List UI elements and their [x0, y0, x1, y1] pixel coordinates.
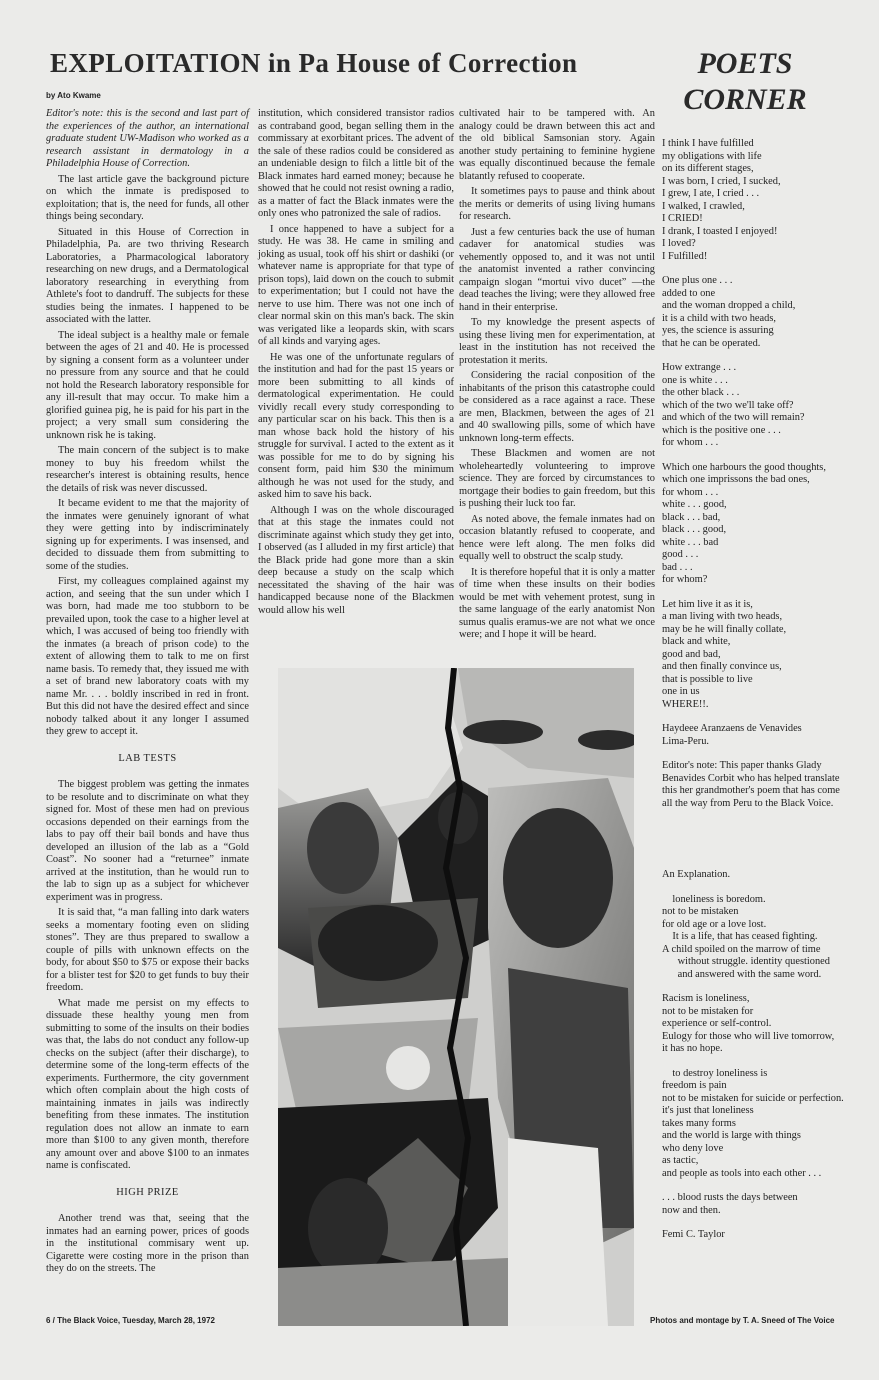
poem-line: added to one [662, 287, 716, 299]
poem-line: An Explanation. [662, 869, 731, 880]
poem-line: a man living with two heads, [662, 611, 783, 622]
section-subheading: HIGH PRIZE [116, 1186, 179, 1198]
paragraph: He was one of the unfortunate regulars of the institution and had for the past 15 years or more been submitting to all kinds of dermatological experimentation. He could vividly recall every study corresponding to any particular scar on his back. This then is a man whose back hold the history of his struggle for survival. I acted to the extent as it was possible for me to do by signing his consent form, paid him $30 the minimum although he was not used for the study, and asked him to save his back. [258, 351, 454, 500]
poem-line: black and white, [662, 636, 731, 647]
article-column-1 [46, 108, 249, 1279]
poem-line: for whom . . . [662, 437, 719, 448]
article-column-3 [459, 108, 655, 645]
stanza-gap [662, 1056, 872, 1068]
poem-line: it is a child with two heads, [662, 312, 776, 324]
stanza-gap [662, 587, 862, 599]
stanza-gap [662, 1217, 872, 1229]
poem-line: good and bad, [662, 648, 721, 660]
poem-line: experience or self-control. [662, 1018, 772, 1029]
poem-line: for whom . . . [662, 486, 719, 498]
poem-line: I was born, I cried, I sucked, [662, 175, 781, 187]
paragraph: Another trend was that, seeing that the inmates had an earning power, prices of goods in the institutional commisary went up. Cigarette were costing more in the prison than they do on the streets. The [46, 1213, 249, 1274]
poem-line: It is a life, that has ceased fighting. [662, 931, 818, 942]
poem-line: I grew, I ate, I cried . . . [662, 188, 760, 199]
poem-line: Editor's note: This paper thanks Glady [662, 760, 822, 771]
stanza-gap [662, 882, 872, 894]
poem-line: that he can be operated. [662, 337, 761, 349]
poem-line: black . . . good, [662, 524, 727, 535]
poem-line: the other black . . . [662, 387, 740, 398]
poem-line: may be he will finally collate, [662, 623, 787, 635]
poem-line: I Fulfilled! [662, 250, 708, 262]
poem-line: Lima-Peru. [662, 735, 710, 747]
headline: EXPLOITATION in Pa House of Correction [50, 48, 578, 78]
poem-line: Benavides Corbit who has helped translate [662, 772, 840, 784]
poem-line: I drank, I toasted I enjoyed! [662, 225, 778, 237]
paragraph: Considering the racial conposition of the inhabitants of the prison this catastrophe could be considered as a race against a race. These are men, Blackmen, between the ages of 21 and 40 swallowing pills, some of which have unknown long-term effects. [459, 370, 655, 444]
photo-montage [278, 668, 634, 1326]
paragraph: I once happened to have a subject for a study. He was 38. He came in smiling and joking as usual, took off his shirt or dashiki (or whatever name is appropriate for that type of prison tops), laid down on the couch to submit to experimentation; but I could not have the nerve to use him. There was not one inch of clear normal skin on this man's back. The skin was verigated like a leopards skin, with scars of all kinds and varying ages. [258, 223, 454, 347]
poets-corner-line-1: POETS [697, 47, 793, 80]
poem-line: and the woman dropped a child, [662, 300, 796, 311]
poem-two-heads [662, 138, 862, 810]
poem-line: which of the two we'll take off? [662, 399, 794, 411]
poem-line: as tactic, [662, 1155, 699, 1166]
paragraph: To my knowledge the present aspects of using these living men for experimentation, at least in the institution has not received the protestation it merits. [459, 317, 655, 366]
paragraph: It is said that, “a man falling into dark waters seeks a momentary footing even on sliding stones”. They are thus prepared to swallow a couple of pills with unknown effects on the body, for about $50 to $75 or expose their backs for a blister test for $20 to get funds to buy their freedom. [46, 907, 249, 993]
poem-line: Femi C. Taylor [662, 1229, 725, 1240]
poem-line: loneliness is boredom. [662, 893, 766, 905]
poem-line: takes many forms [662, 1117, 736, 1129]
poem-line: and people as tools into each other . . . [662, 1167, 822, 1179]
poem-line: bad . . . [662, 561, 693, 573]
poem-line: now and then. [662, 1204, 721, 1216]
paragraph: The main concern of the subject is to make money to buy his freedom whilst the researcher's interest is obtaining results, hence the details of risk was never discussed. [46, 445, 249, 494]
section-subheading: LAB TESTS [118, 752, 177, 764]
stanza-gap [662, 981, 872, 993]
photo-montage-image [278, 668, 634, 1326]
poets-corner-title [660, 46, 830, 118]
paragraph: First, my colleagues complained against my action, and seeing that the sun under which I was born, had made me too stubborn to be prevailed upon, took the case to a higher level at which, I was accused of being too friendly with the inmates (a breach of prison code) to the extent of allowing them to talk to me on first name basis. To remedy that, they issued me with a set of brand new laboratory coats with my name Mr. . . . boldly inscribed in red in front. But this did not have the desired effect and since nobody talked about it any longer I assumed they grew to accept it. [46, 576, 249, 737]
paragraph: The biggest problem was getting the inmates to be resolute and to discriminate on what they signed for. Most of these men had on previous occasions depended on their earnings from the labs to pay off their bail bonds and have thus developed an illusion of the lab as a “Gold Coast”. No sooner had a “returnee” inmate arrived at the institution, than he would run to the lab to sign up as a subject for whichever experiment was in progress. [46, 779, 249, 903]
poem-line: . . . blood rusts the days between [662, 1192, 798, 1203]
poem-line: not to be mistaken for suicide or perfection. [662, 1092, 844, 1104]
paragraph: Situated in this House of Correction in Philadelphia, Pa. are two thriving Research Laboratories, a Pharmacological laboratory researching on new drugs, and a Dermatological laboratory researching in everything from Athlete's foot to dandruff. The subjects for these studies being the inmates. I happened to be associated with the latter. [46, 226, 249, 325]
article-column-2 [258, 108, 454, 620]
poem-line: Racism is loneliness, [662, 993, 750, 1004]
poem-line: this her grandmother's poem that has come [662, 785, 840, 796]
poem-line: A child spoiled on the marrow of time [662, 943, 821, 955]
poem-line: good . . . [662, 549, 699, 560]
poem-line: my obligations with life [662, 150, 762, 162]
editors-note: Editor's note: this is the second and last part of the experiences of the author, an international graduate student UW-Madison who worked as a research assistant in dermatology in a Philadelphia House of Correction. [46, 108, 249, 169]
paragraph: institution, which considered transistor radios as contraband good, began selling them in the commissary at exorbitant prices. The advent of the sale of these radios could be considered as an undeniable design to filch a little bit of the Black inmates hard earned money; because he showed that he could not resist owning a radio, as a matter of fact the Black inmates were the only ones who patronized the sale of radios. [258, 108, 454, 219]
stanza-gap [662, 748, 862, 760]
poem-line: Which one harbours the good thoughts, [662, 461, 826, 473]
poem-line: Haydeee Aranzaens de Venavides [662, 723, 802, 734]
stanza-gap [662, 1180, 872, 1192]
poem-line: black . . . bad, [662, 511, 721, 523]
poem-an-explanation [662, 869, 872, 1242]
byline: by Ato Kwame [46, 91, 101, 100]
poem-line: freedom is pain [662, 1080, 727, 1091]
paragraph: The ideal subject is a healthy male or female between the ages of 21 and 40. He is processed by signing a consent form as a volunteer under no pressure from any source and that he could not hold the Research laboratory responsible for any ill-result that may occur. To make him a glorified guinea pig, he is paid for his part in the project; a very small sum considering the unknown risk he is taking. [46, 329, 249, 441]
stanza-gap [662, 263, 862, 275]
poem-line: it's just that loneliness [662, 1105, 754, 1116]
poem-line: WHERE!!. [662, 698, 709, 710]
poem-line: I CRIED! [662, 213, 703, 224]
paragraph: It became evident to me that the majority of the inmates were genuinely ignorant of what they were getting into by indiscriminately signing up for experiments. I was insensed, and decided to dissuade them from submitting to some of the studies. [46, 498, 249, 572]
paragraph: It is therefore hopeful that it is only a matter of time when these insults on their bodies would be met with vehement protest, sung in the same language of the early anatomist Non sumus qualis eramus-we are not what we once were; and I hope it will be heard. [459, 566, 655, 640]
poem-line: on its different stages, [662, 163, 754, 174]
paragraph: These Blackmen and women are not wholeheartedly volunteering to improve science. They are forced by circumstances to mortgage their bodies to gain freedom, but this is pushing their luck too far. [459, 448, 655, 509]
poem-line: not to be mistaken [662, 906, 739, 917]
poem-line: which one imprissons the bad ones, [662, 474, 810, 485]
poem-line: Let him live it as it is, [662, 598, 753, 610]
poem-line: and then finally convince us, [662, 661, 782, 672]
paragraph: What made me persist on my effects to dissuade these healthy young men from submitting to some of the insults on their bodies was that, the labs do not conduct any follow-up checks on the subject (after their discharge), to determine some of the long-term effects of the experiments. Furthermore, the city government which often complain about the high costs of maintaining inmates in jails was indirectly benefiting from these inmates. The institution regulation does not allow an inmate to earn more than $100 to any given month, therefore any amount over and above $100 to an inmates name is confiscated. [46, 997, 249, 1171]
poem-line: yes, the science is assuring [662, 325, 774, 336]
poem-line: which is the positive one . . . [662, 424, 781, 436]
poem-line: all the way from Peru to the Black Voice. [662, 797, 834, 809]
poem-line: white . . . good, [662, 499, 727, 510]
poem-line: it has no hope. [662, 1043, 723, 1054]
poem-line: I loved? [662, 238, 696, 249]
footer-photo-credit: Photos and montage by T. A. Sneed of The Voice [650, 1316, 835, 1325]
paragraph: It sometimes pays to pause and think about the merits or demerits of using living humans for research. [459, 186, 655, 222]
stanza-gap [662, 711, 862, 723]
poem-line: that is possible to live [662, 673, 753, 685]
paragraph: cultivated hair to be tampered with. An analogy could be drawn between this act and the old biblical Samsonian story. Again another study pertaining to feminine hygiene was equally discontinued because the female blatantly refused to cooperate. [459, 108, 655, 182]
paragraph: The last article gave the background picture on which the inmate is predisposed to exploitation; that is, the need for funds, all other things being secondary. [46, 173, 249, 222]
poem-line: who deny love [662, 1142, 724, 1154]
stanza-gap [662, 450, 862, 462]
poem-line: I think I have fulfilled [662, 138, 754, 149]
poem-line: white . . . bad [662, 536, 719, 548]
paragraph: Just a few centuries back the use of human cadaver for anatomical studies was vehemently opposed to, and it was not until the anatomist invented a rather convincing campaign slogan “mortui vivo ducet” —the dead teaches the living; were they allowed free hand in their enterprise. [459, 226, 655, 313]
poem-line: one in us [662, 686, 700, 697]
poem-line: and the world is large with things [662, 1130, 801, 1141]
poem-line: for old age or a love lost. [662, 918, 767, 930]
stanza-gap [662, 350, 862, 362]
poem-line: to destroy loneliness is [662, 1067, 768, 1079]
poem-line: One plus one . . . [662, 275, 733, 286]
poem-line: Eulogy for those who will live tomorrow, [662, 1030, 835, 1042]
poem-line: I walked, I crawled, [662, 200, 745, 212]
paragraph: Although I was on the whole discouraged that at this stage the inmates could not discriminate against which study they get into, I observed (as I alluded in my first article) that the Black pride had gone more than a skin deep because a study on the scalp which necessitated the shaving of the hair was handicapped because none of the Blackmen would allow his well [258, 504, 454, 616]
poem-line: How extrange . . . [662, 362, 737, 373]
poem-line: without struggle. identity questioned [662, 956, 830, 967]
poets-corner-line-2: CORNER [683, 83, 807, 116]
poem-line: and which of the two will remain? [662, 412, 805, 423]
paragraph: As noted above, the female inmates had on occasion blatantly refused to cooperate, and hence were left along. The men folks did equally well to obstruct the scalp study. [459, 513, 655, 562]
poem-line: for whom? [662, 574, 708, 585]
footer-page-info: 6 / The Black Voice, Tuesday, March 28, 1972 [46, 1316, 215, 1325]
poem-line: one is white . . . [662, 374, 728, 386]
poem-line: and answered with the same word. [662, 968, 822, 980]
poem-line: not to be mistaken for [662, 1005, 754, 1017]
